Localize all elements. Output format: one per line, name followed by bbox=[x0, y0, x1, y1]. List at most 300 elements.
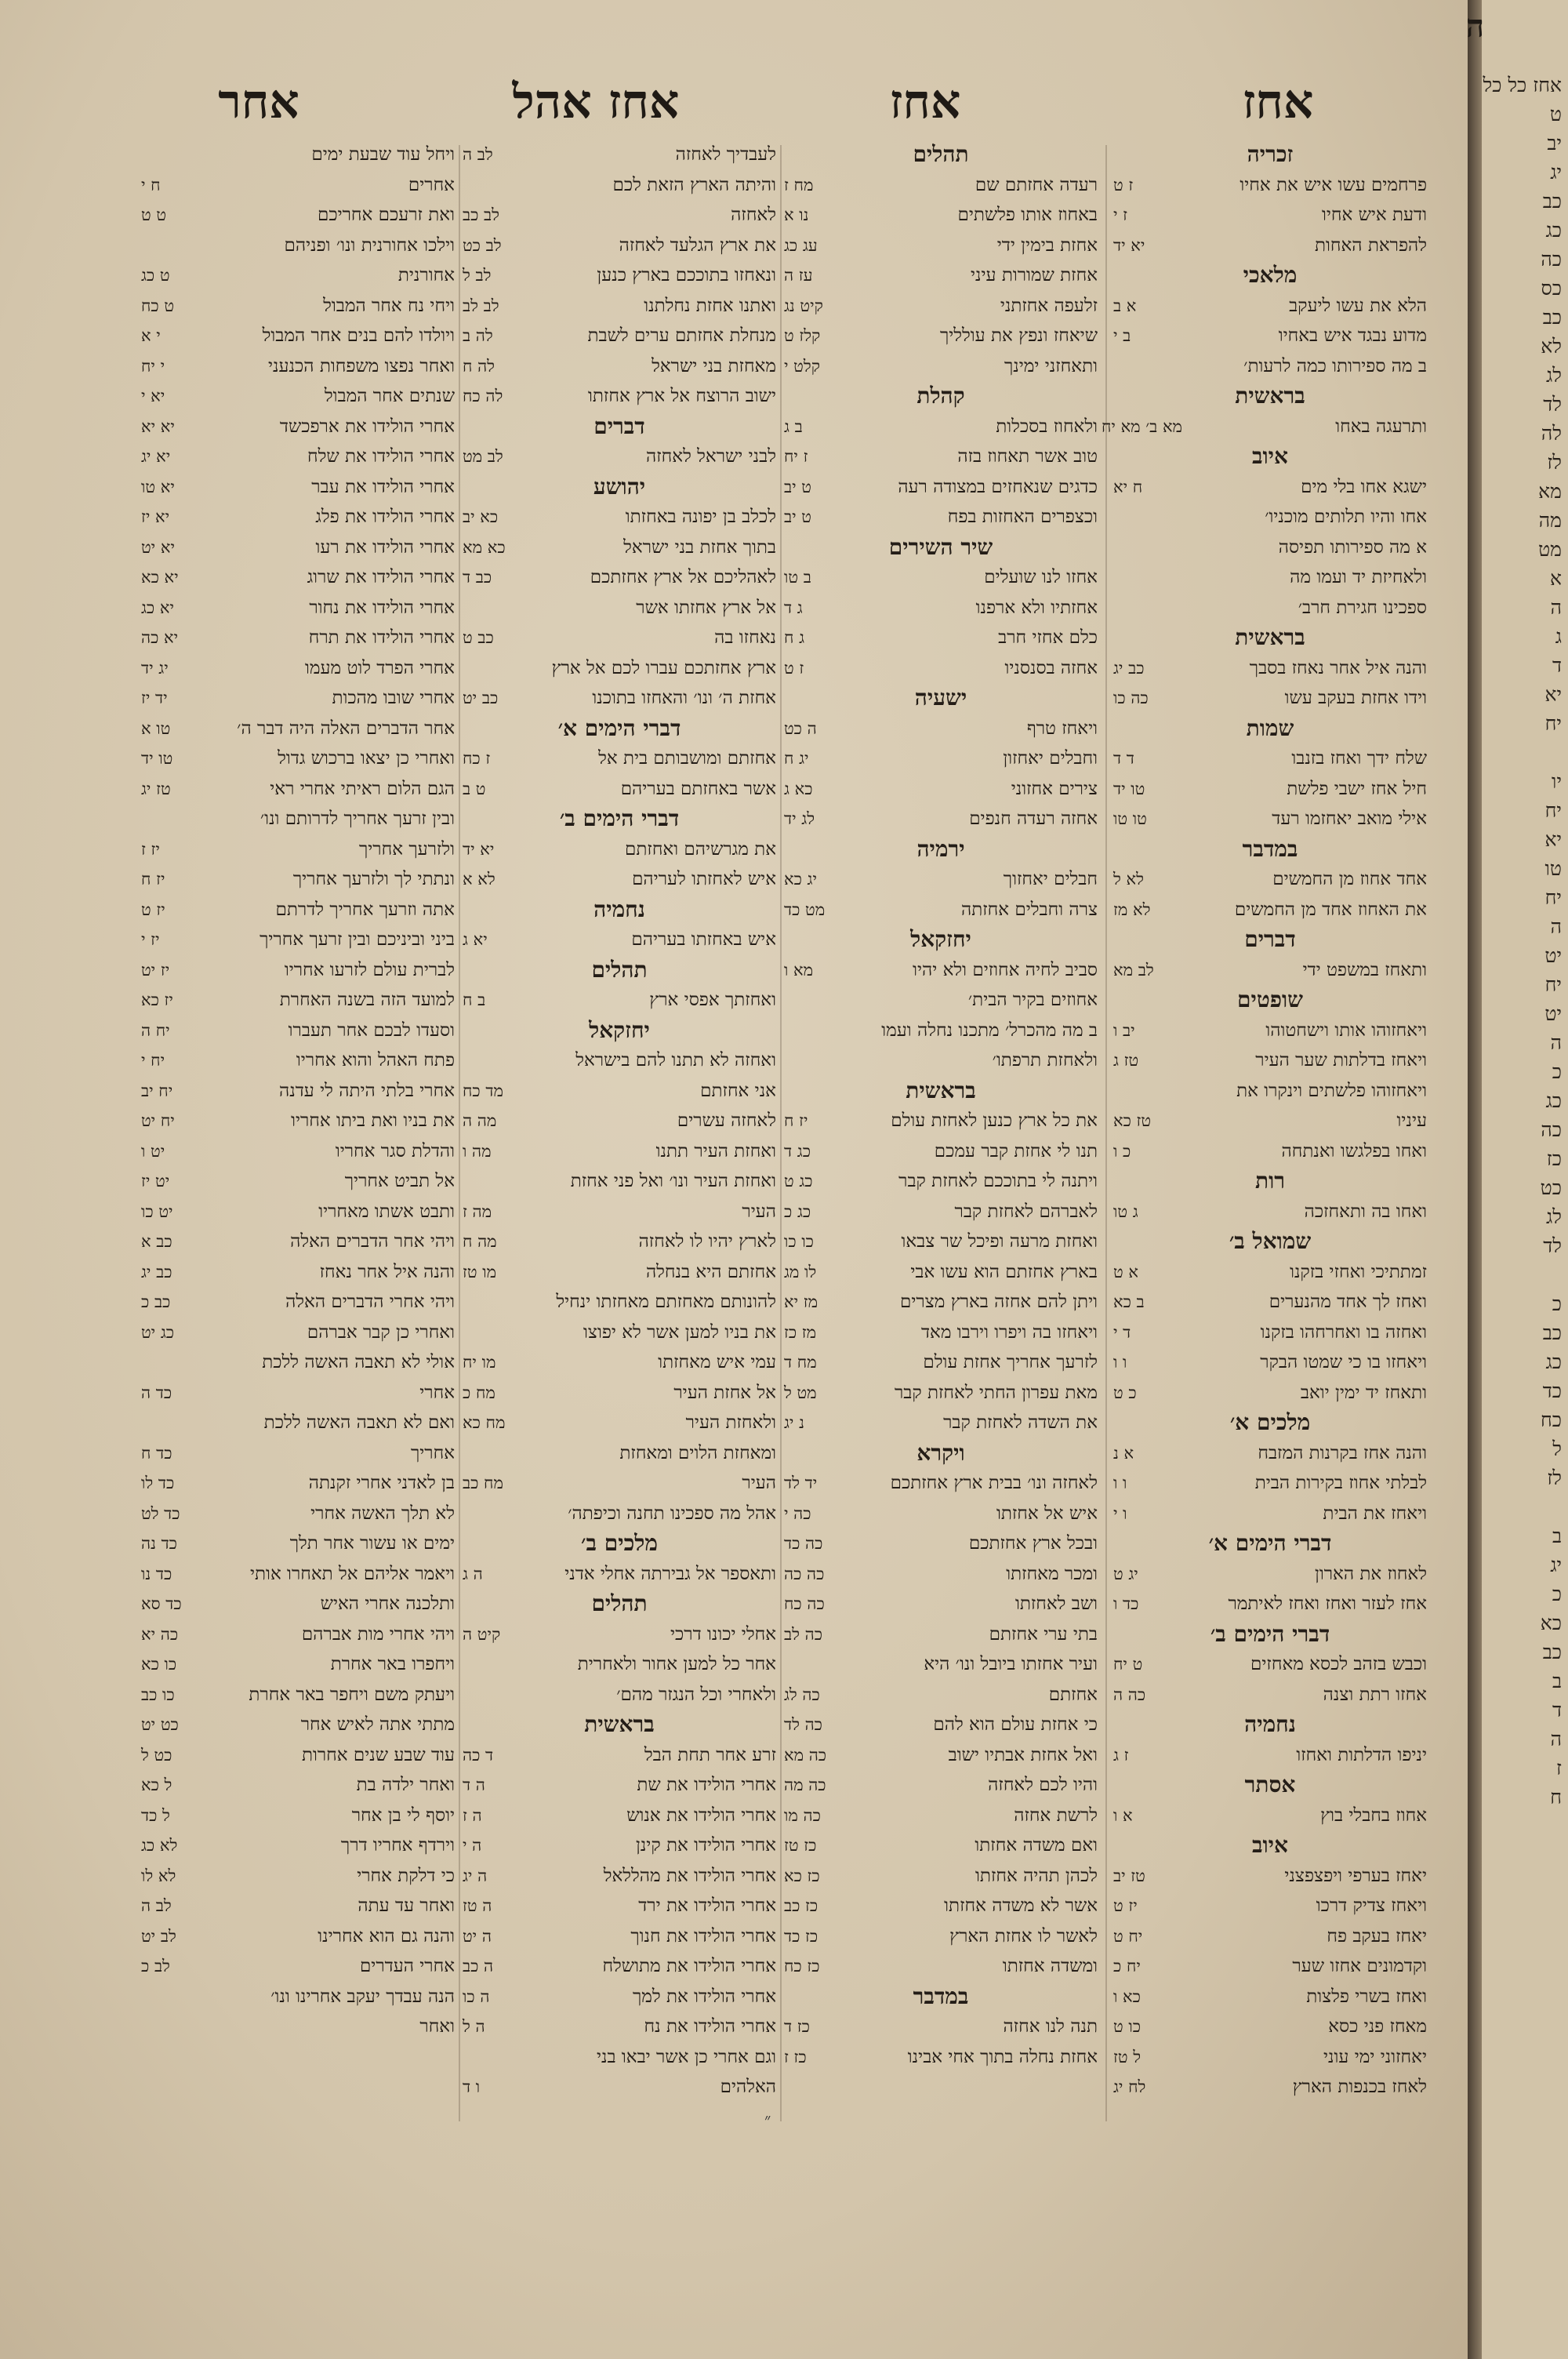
entry-text: אחזו לנו שועלים bbox=[984, 567, 1098, 587]
entry-reference: כו כב bbox=[141, 1685, 175, 1704]
entry-text: ותאחז במשפט ידי bbox=[1302, 959, 1427, 980]
entry-text: וחבלים יאחזון bbox=[1003, 748, 1098, 769]
entry-text: ספכינו חגירת חרב׳ bbox=[1298, 597, 1427, 618]
book-heading: רות bbox=[1255, 1168, 1285, 1194]
concordance-entry bbox=[1113, 1680, 1427, 1710]
entry-text: בתי ערי אחזתם bbox=[989, 1623, 1098, 1645]
entry-text: האלהים bbox=[720, 2077, 776, 2097]
adjacent-page-line: יח bbox=[1544, 712, 1562, 735]
entry-text: א מה ספירותו תפיסה bbox=[1278, 536, 1427, 558]
adjacent-page-line: ט bbox=[1549, 103, 1562, 125]
entry-text: וקדמונים אחזו שער bbox=[1292, 1956, 1427, 1976]
entry-text: בן לאדני אחרי זקנתה bbox=[308, 1473, 455, 1493]
entry-text: אחרי הולידו את רעו bbox=[315, 536, 455, 558]
entry-text: צירים אחזוני bbox=[1011, 778, 1098, 799]
entry-text: ויתן להם אחזה בארץ מצרים bbox=[900, 1292, 1098, 1312]
entry-reference: מו טז bbox=[463, 1262, 497, 1281]
book-heading: במדבר bbox=[913, 1983, 969, 2009]
entry-text: ונאחזו בתוככם בארץ כנען bbox=[597, 265, 776, 285]
entry-text: לברית עולם לזרעו אחריו bbox=[284, 959, 455, 980]
book-heading: שמות bbox=[1246, 714, 1294, 741]
entry-reference: ה י bbox=[463, 1836, 482, 1855]
entry-reference: מא ב׳ מא יח bbox=[1101, 416, 1182, 436]
entry-text: אחר כל למען אחור ולאחרית bbox=[577, 1654, 776, 1674]
entry-reference: כג ד bbox=[784, 1141, 811, 1161]
entry-reference: יז ח bbox=[784, 1111, 808, 1130]
concordance-entry bbox=[784, 985, 1098, 1016]
entry-text: אחרי הולידו את שרוג bbox=[307, 567, 455, 587]
entry-reference: מה ח bbox=[463, 1232, 497, 1251]
entry-reference: א ט bbox=[1113, 1262, 1138, 1281]
entry-reference: א ו bbox=[1113, 1805, 1133, 1825]
concordance-entry bbox=[463, 1801, 776, 1831]
concordance-entry bbox=[463, 593, 776, 623]
concordance-entry bbox=[463, 140, 776, 170]
entry-reference: יח ט bbox=[1113, 1926, 1143, 1946]
concordance-entry bbox=[784, 1378, 1098, 1408]
concordance-entry bbox=[141, 593, 455, 623]
entry-reference: יז ט bbox=[1113, 1896, 1138, 1915]
concordance-entry bbox=[463, 1166, 776, 1197]
entry-reference: יח ה bbox=[141, 1020, 170, 1040]
entry-text: ואם לא תאבה האשה ללכת bbox=[263, 1412, 455, 1433]
entry-reference: מו יח bbox=[463, 1353, 496, 1372]
concordance-entry bbox=[1113, 472, 1427, 503]
adjacent-page-line: לז bbox=[1547, 451, 1562, 474]
entry-text: לאחזה ונו׳ בבית ארץ אחזתכם bbox=[890, 1473, 1098, 1493]
book-heading: תהלים bbox=[591, 956, 648, 983]
entry-reference: כד סא bbox=[141, 1594, 182, 1613]
entry-text: ועיר אחזתו ביובל ונו׳ היא bbox=[924, 1654, 1098, 1674]
concordance-entry bbox=[784, 1499, 1098, 1529]
entry-text: ואחזה לא תתנו להם בישראל bbox=[575, 1050, 776, 1070]
concordance-entry bbox=[1113, 200, 1427, 231]
entry-reference: יז כא bbox=[141, 990, 173, 1009]
entry-reference: כז כח bbox=[784, 1957, 820, 1976]
concordance-entry bbox=[784, 593, 1098, 623]
entry-text: אחרי הולידו את מהללאל bbox=[603, 1865, 776, 1886]
entry-reference: יא יד bbox=[1113, 235, 1145, 255]
entry-text: אחלי יכונו דרכי bbox=[670, 1623, 776, 1645]
entry-reference: מט כד bbox=[784, 900, 826, 919]
entry-reference: ו ד bbox=[463, 2077, 481, 2096]
entry-text: ולאחיזת יד ועמו מה bbox=[1290, 567, 1427, 587]
entry-text: ובכל ארץ אחזתכם bbox=[968, 1533, 1098, 1554]
entry-text: ואחר נפצו משפחות הכנעני bbox=[268, 355, 455, 376]
entry-reference: ט ב bbox=[463, 779, 486, 798]
entry-text: אחזתם bbox=[1048, 1684, 1098, 1705]
book-heading: דברי הימים ב׳ bbox=[1210, 1620, 1330, 1647]
concordance-entry bbox=[463, 623, 776, 653]
entry-reference: ה טז bbox=[463, 1896, 492, 1915]
adjacent-page-line: כז bbox=[1546, 1147, 1562, 1170]
entry-text: אחורנית bbox=[397, 265, 455, 285]
concordance-entry bbox=[463, 231, 776, 261]
entry-reference: יג ט bbox=[1113, 1564, 1138, 1583]
entry-reference: כז ד bbox=[784, 2017, 810, 2036]
adjacent-page-line: כא bbox=[1540, 1612, 1562, 1634]
entry-text: ואחר עד עתה bbox=[358, 1896, 455, 1916]
entry-reference: לב ל bbox=[463, 266, 492, 285]
entry-text: רעדה אחזתם שם bbox=[975, 174, 1098, 195]
entry-text: אחוז בחבלי בוץ bbox=[1320, 1805, 1427, 1826]
entry-text: אחזה בסנסניו bbox=[1004, 657, 1098, 678]
entry-text: אחרי הפרד לוט מעמו bbox=[304, 657, 455, 678]
concordance-entry bbox=[784, 1227, 1098, 1257]
entry-text: ב מה ספירותו כמה לרעות׳ bbox=[1243, 355, 1427, 376]
entry-text: ואחו בה ותאחזכה bbox=[1304, 1201, 1427, 1222]
entry-reference: כה לג bbox=[784, 1685, 820, 1704]
book-heading: בראשית bbox=[584, 1711, 655, 1737]
entry-reference: ט יח bbox=[1113, 1655, 1143, 1674]
entry-text: זלעפה אחזתני bbox=[1000, 295, 1098, 316]
entry-text: ולאחזת העיר bbox=[685, 1412, 776, 1433]
entry-text: תנו לי אחזת קבר עמכם bbox=[934, 1140, 1098, 1161]
entry-reference: כא ג bbox=[784, 779, 813, 798]
entry-reference: קלט י bbox=[784, 356, 820, 376]
concordance-entry bbox=[463, 1347, 776, 1378]
entry-text: עוד שבע שנים אחרות bbox=[301, 1744, 455, 1765]
entry-text: בתוך אחזת בני ישראל bbox=[623, 536, 776, 558]
entry-text: וכצפרים האחזות בפח bbox=[947, 507, 1098, 527]
concordance-entry bbox=[784, 1257, 1098, 1288]
entry-text: לארץ יהיו לו לאחזה bbox=[638, 1231, 776, 1252]
concordance-entry bbox=[784, 1045, 1098, 1076]
concordance-entry bbox=[141, 1891, 455, 1921]
concordance-entry bbox=[784, 1830, 1098, 1861]
entry-text: אחזת בימין ידי bbox=[996, 234, 1098, 256]
concordance-entry bbox=[141, 1045, 455, 1076]
concordance-entry bbox=[1113, 774, 1427, 805]
entry-text: ובין זרעך אחריך לדרותם ונו׳ bbox=[260, 809, 455, 829]
column-divider bbox=[780, 145, 782, 2121]
concordance-entry bbox=[463, 533, 776, 563]
entry-reference: כה ה bbox=[1113, 1685, 1146, 1704]
entry-reference: ח י bbox=[141, 175, 161, 194]
adjacent-page-line: ד bbox=[1552, 654, 1562, 677]
entry-reference: ז ג bbox=[1113, 1745, 1129, 1765]
concordance-entry bbox=[463, 200, 776, 231]
entry-reference: ב טו bbox=[784, 568, 811, 587]
entry-text: אחרי הולידו את חנוך bbox=[630, 1925, 776, 1946]
concordance-entry bbox=[784, 1740, 1098, 1771]
concordance-entry bbox=[784, 1710, 1098, 1740]
entry-text: ולאחוז בסכלות bbox=[996, 416, 1098, 437]
entry-text: הלא את עשו ליעקב bbox=[1289, 295, 1427, 316]
book-gutter bbox=[1468, 0, 1482, 2359]
entry-text: לאחזה bbox=[731, 205, 776, 225]
adjacent-page-line bbox=[1482, 1260, 1568, 1289]
concordance-entry bbox=[1113, 1378, 1427, 1408]
concordance-entry bbox=[1113, 1076, 1427, 1107]
entry-text: אחרי הולידו את עבר bbox=[311, 476, 455, 497]
concordance-entry bbox=[1113, 1347, 1427, 1378]
concordance-entry bbox=[463, 260, 776, 291]
entry-text: והנה אחז בקרנות המזבח bbox=[1258, 1442, 1427, 1463]
entry-reference: יד יז bbox=[141, 689, 168, 707]
entry-text: הגם הלום ראיתי אחרי ראי bbox=[270, 778, 455, 799]
entry-text: ויהי אחר הדברים האלה bbox=[290, 1231, 455, 1252]
book-heading: שופטים bbox=[1237, 987, 1303, 1012]
entry-text: ונתתי לך ולזרעך אחריך bbox=[292, 869, 455, 889]
concordance-entry bbox=[463, 1649, 776, 1680]
adjacent-page-line: מה bbox=[1538, 509, 1562, 532]
book-heading: שיר השירים bbox=[888, 533, 993, 560]
adjacent-page-line: ח bbox=[1550, 1786, 1562, 1808]
entry-reference: כז טז bbox=[784, 1836, 817, 1855]
concordance-entry bbox=[1113, 1891, 1427, 1921]
concordance-entry bbox=[784, 170, 1098, 201]
entry-text: ודעת איש אחיו bbox=[1321, 205, 1427, 225]
concordance-entry bbox=[784, 351, 1098, 382]
entry-reference: טז ג bbox=[1113, 1051, 1139, 1070]
entry-reference: כג יט bbox=[141, 1322, 175, 1342]
concordance-entry bbox=[141, 260, 455, 291]
entry-text: ויחי נח אחר המבול bbox=[323, 295, 455, 316]
entry-text: אחזת ה׳ ונו׳ והאחזו בתוכנו bbox=[592, 688, 776, 708]
entry-text: שנתים אחר המבול bbox=[324, 386, 455, 406]
entry-reference: לח יג bbox=[1113, 2077, 1146, 2096]
entry-reference: כו כו bbox=[784, 1232, 814, 1251]
entry-text: אחד אחוז מן החמשים bbox=[1272, 869, 1427, 889]
entry-text: ואחז בשרי פלצות bbox=[1306, 1986, 1427, 2007]
concordance-entry bbox=[1113, 1106, 1427, 1136]
concordance-entry bbox=[784, 1166, 1098, 1197]
entry-text: אחו והיו תלותים מוכניו׳ bbox=[1265, 507, 1427, 527]
entry-text: מדוע נבגד איש באחיו bbox=[1278, 325, 1427, 346]
concordance-entry bbox=[141, 1528, 455, 1559]
entry-reference: כה לב bbox=[784, 1624, 822, 1644]
concordance-entry bbox=[141, 472, 455, 503]
entry-reference: כד ו bbox=[1113, 1594, 1139, 1613]
concordance-entry bbox=[1113, 955, 1427, 986]
concordance-entry bbox=[1113, 1559, 1427, 1590]
entry-text: באחוז אותו פלשתים bbox=[957, 205, 1098, 225]
concordance-entry bbox=[784, 714, 1098, 744]
adjacent-page-line bbox=[1482, 738, 1568, 767]
entry-reference: יט ו bbox=[141, 1141, 165, 1161]
entry-text: וילכו אחורנית ונו׳ ופניהם bbox=[284, 234, 455, 256]
concordance-entry bbox=[463, 1287, 776, 1318]
entry-reference: לא א bbox=[463, 870, 495, 889]
entry-text: אחרי הולידו את שת bbox=[637, 1775, 776, 1795]
entry-reference: ל כד bbox=[141, 1805, 170, 1825]
entry-text: ותלכנה אחרי האיש bbox=[320, 1594, 455, 1614]
entry-reference: ג ח bbox=[784, 628, 805, 647]
book-heading: תהלים bbox=[591, 1590, 648, 1616]
entry-text: והנה גם הוא אחרינו bbox=[318, 1925, 455, 1946]
entry-reference: ל טז bbox=[1113, 2047, 1142, 2066]
entry-reference: ז יח bbox=[784, 447, 808, 466]
concordance-entry bbox=[1113, 502, 1427, 533]
entry-reference: כב יט bbox=[463, 689, 499, 707]
adjacent-page-line: יח bbox=[1544, 973, 1562, 996]
entry-text: אשר באחזתם בעריהם bbox=[620, 778, 776, 799]
concordance-entry bbox=[1113, 231, 1427, 261]
concordance-entry bbox=[784, 1318, 1098, 1348]
concordance-entry bbox=[463, 925, 776, 955]
concordance-entry bbox=[141, 1861, 455, 1892]
entry-text: וסעדו לבכם אחר תעברו bbox=[288, 1020, 455, 1041]
entry-reference: עז ה bbox=[784, 266, 813, 285]
entry-text: את בניו למען אשר לא יפוצו bbox=[583, 1321, 776, 1343]
adjacent-page-line: יא bbox=[1544, 683, 1562, 706]
concordance-entry bbox=[1113, 804, 1427, 834]
entry-reference: כב א bbox=[141, 1232, 172, 1251]
entry-reference: יא יט bbox=[141, 537, 175, 557]
entry-text: אחרי הולידו את אנוש bbox=[626, 1805, 776, 1826]
entry-text: ויאחזו בו כי שמטו הבקר bbox=[1260, 1352, 1427, 1372]
concordance-entry bbox=[141, 955, 455, 986]
entry-text: טוב אשר תאחוז בזה bbox=[957, 446, 1098, 467]
adjacent-page-line: ז bbox=[1556, 1757, 1562, 1779]
book-heading: מלכים א׳ bbox=[1229, 1409, 1311, 1435]
book-heading: איוב bbox=[1252, 443, 1288, 469]
concordance-entry bbox=[463, 1861, 776, 1892]
entry-reference: ג טו bbox=[1113, 1201, 1138, 1221]
concordance-entry bbox=[784, 1408, 1098, 1438]
entry-text: ימים או עשור אחר תלך bbox=[289, 1533, 455, 1554]
concordance-entry bbox=[784, 1136, 1098, 1167]
concordance-entry bbox=[141, 533, 455, 563]
entry-reference: כה מה bbox=[784, 1776, 826, 1794]
entry-text: ואחזת מרעה ופיכל שר צבאו bbox=[901, 1231, 1098, 1252]
adjacent-page-line: כ bbox=[1552, 1292, 1562, 1315]
entry-reference: ט יב bbox=[784, 507, 811, 526]
adjacent-page-line: יט bbox=[1544, 944, 1562, 967]
concordance-entry bbox=[1113, 1257, 1427, 1288]
concordance-entry bbox=[141, 804, 455, 834]
concordance-entry bbox=[784, 1287, 1098, 1318]
concordance-entry bbox=[141, 864, 455, 895]
adjacent-page-line: כ bbox=[1552, 1060, 1562, 1083]
concordance-entry bbox=[784, 260, 1098, 291]
entry-text: אחרי הולידו את מתושלח bbox=[602, 1956, 776, 1976]
entry-text: ותאספר אל גבירתה אחלי אדני bbox=[564, 1563, 776, 1584]
concordance-entry bbox=[141, 140, 455, 170]
concordance-entry bbox=[784, 1528, 1098, 1559]
entry-reference: יט כו bbox=[141, 1201, 173, 1221]
entry-reference: מה ה bbox=[463, 1111, 497, 1130]
entry-text: שלח ידך ואחז בזנבו bbox=[1291, 748, 1427, 769]
entry-reference: כא יב bbox=[463, 507, 499, 526]
concordance-entry bbox=[141, 895, 455, 925]
concordance-entry bbox=[463, 1227, 776, 1257]
entry-reference: כב יג bbox=[141, 1262, 172, 1281]
concordance-entry bbox=[141, 1619, 455, 1650]
entry-reference: טו יד bbox=[1113, 779, 1145, 798]
book-heading: דברי הימים א׳ bbox=[1208, 1530, 1332, 1556]
concordance-entry bbox=[1101, 412, 1427, 442]
entry-reference: טז יג bbox=[141, 779, 171, 798]
concordance-entry bbox=[784, 743, 1098, 774]
adjacent-page-line: כב bbox=[1542, 190, 1562, 213]
entry-text: ויתנה לי בתוככם לאחזת קבר bbox=[898, 1171, 1098, 1191]
adjacent-page-edge bbox=[1482, 0, 1568, 2359]
entry-text: אחזו רתת וצנה bbox=[1323, 1684, 1427, 1705]
adjacent-page-line: טו bbox=[1544, 857, 1562, 880]
entry-reference: יא יד bbox=[463, 839, 495, 859]
concordance-entry bbox=[784, 1861, 1098, 1892]
entry-text: ואחזת העיר ונו׳ ואל פני אחזת bbox=[570, 1171, 776, 1191]
entry-text: שיאחז ונפץ את עולליך bbox=[939, 325, 1098, 346]
entry-reference: כז כד bbox=[784, 1926, 818, 1946]
entry-text: חבלים יאחזוך bbox=[1003, 869, 1098, 889]
concordance-entry bbox=[141, 1016, 455, 1046]
entry-reference: כה לד bbox=[784, 1715, 822, 1734]
entry-text: אחרי הולידו את שלח bbox=[307, 446, 455, 467]
concordance-entry bbox=[1113, 170, 1427, 201]
entry-text: אל אחזת העיר bbox=[673, 1382, 776, 1403]
entry-text: ישגא אחו בלי מים bbox=[1301, 476, 1427, 497]
entry-text: וירדף אחריו דרך bbox=[340, 1835, 455, 1856]
concordance-entry bbox=[1113, 1982, 1427, 2012]
entry-reference: יא כא bbox=[141, 568, 179, 587]
concordance-entry bbox=[141, 714, 455, 744]
book-heading: דברים bbox=[1244, 926, 1296, 952]
entry-text: אל ארץ אחזתו אשר bbox=[636, 597, 776, 618]
adjacent-page-line: ה bbox=[1550, 1728, 1562, 1750]
concordance-entry bbox=[463, 351, 776, 382]
adjacent-page-line: ג bbox=[1555, 625, 1562, 648]
concordance-entry bbox=[1113, 1740, 1427, 1771]
concordance-entry bbox=[141, 321, 455, 351]
entry-text: ויהי אחרי הדברים האלה bbox=[285, 1292, 455, 1312]
entry-reference: ה ג bbox=[463, 1564, 483, 1583]
adjacent-page-line: כס bbox=[1541, 277, 1562, 300]
concordance-entry bbox=[1113, 1468, 1427, 1499]
concordance-entry bbox=[463, 743, 776, 774]
entry-text: והנה איל אחר נאחז bbox=[319, 1261, 455, 1282]
concordance-entry bbox=[141, 774, 455, 805]
entry-text: ויהי אחרי מות אברהם bbox=[301, 1623, 455, 1645]
entry-text: וכבש בזהב לכסא מאחזים bbox=[1250, 1654, 1427, 1674]
entry-text: אחרי הולידו את נחור bbox=[309, 597, 455, 618]
entry-reference: יא כה bbox=[141, 628, 179, 647]
concordance-entry bbox=[463, 1438, 776, 1469]
entry-text: ואחרי כן קבר אברהם bbox=[307, 1321, 455, 1343]
concordance-entry bbox=[784, 1680, 1098, 1710]
entry-text: בארץ אחזתם הוא עשו אבי bbox=[910, 1261, 1098, 1282]
concordance-entry bbox=[463, 1921, 776, 1952]
book-heading: ויקרא bbox=[916, 1439, 965, 1466]
entry-text: תנה לנו אחזה bbox=[1003, 2016, 1098, 2037]
entry-text: ויאחז בדלתות שער העיר bbox=[1255, 1050, 1427, 1070]
entry-reference: יא כג bbox=[141, 598, 174, 617]
concordance-entry bbox=[463, 1468, 776, 1499]
entry-text: לכלב בן יפונה באחזתו bbox=[625, 507, 776, 527]
entry-text: ואל אחזת אבתיו ישוב bbox=[948, 1744, 1098, 1765]
entry-text: ויחפרו באר אחרת bbox=[330, 1654, 455, 1674]
entry-reference: ד כה bbox=[463, 1745, 494, 1765]
entry-reference: כג ט bbox=[784, 1172, 813, 1190]
entry-text: לאשר לו אחזת הארץ bbox=[949, 1925, 1098, 1946]
entry-text: יאחז בעקב פח bbox=[1327, 1925, 1427, 1946]
concordance-entry bbox=[1113, 562, 1427, 593]
concordance-entry bbox=[141, 1770, 455, 1801]
entry-reference: ז ט bbox=[784, 658, 804, 678]
concordance-entry bbox=[141, 351, 455, 382]
entry-reference: יז י bbox=[141, 930, 160, 949]
entry-reference: כ ו bbox=[1113, 1141, 1131, 1161]
entry-reference: א ב bbox=[1113, 296, 1137, 315]
entry-text: אהל מה ספכינו תחנה וכיפתה׳ bbox=[568, 1503, 776, 1524]
adjacent-page-line: ה bbox=[1550, 596, 1562, 619]
entry-text: אילי מואב יאחזמו רעד bbox=[1272, 809, 1427, 829]
entry-reference: י יח bbox=[141, 356, 165, 376]
entry-reference: יא י bbox=[141, 387, 165, 405]
concordance-entry bbox=[1113, 2042, 1427, 2073]
